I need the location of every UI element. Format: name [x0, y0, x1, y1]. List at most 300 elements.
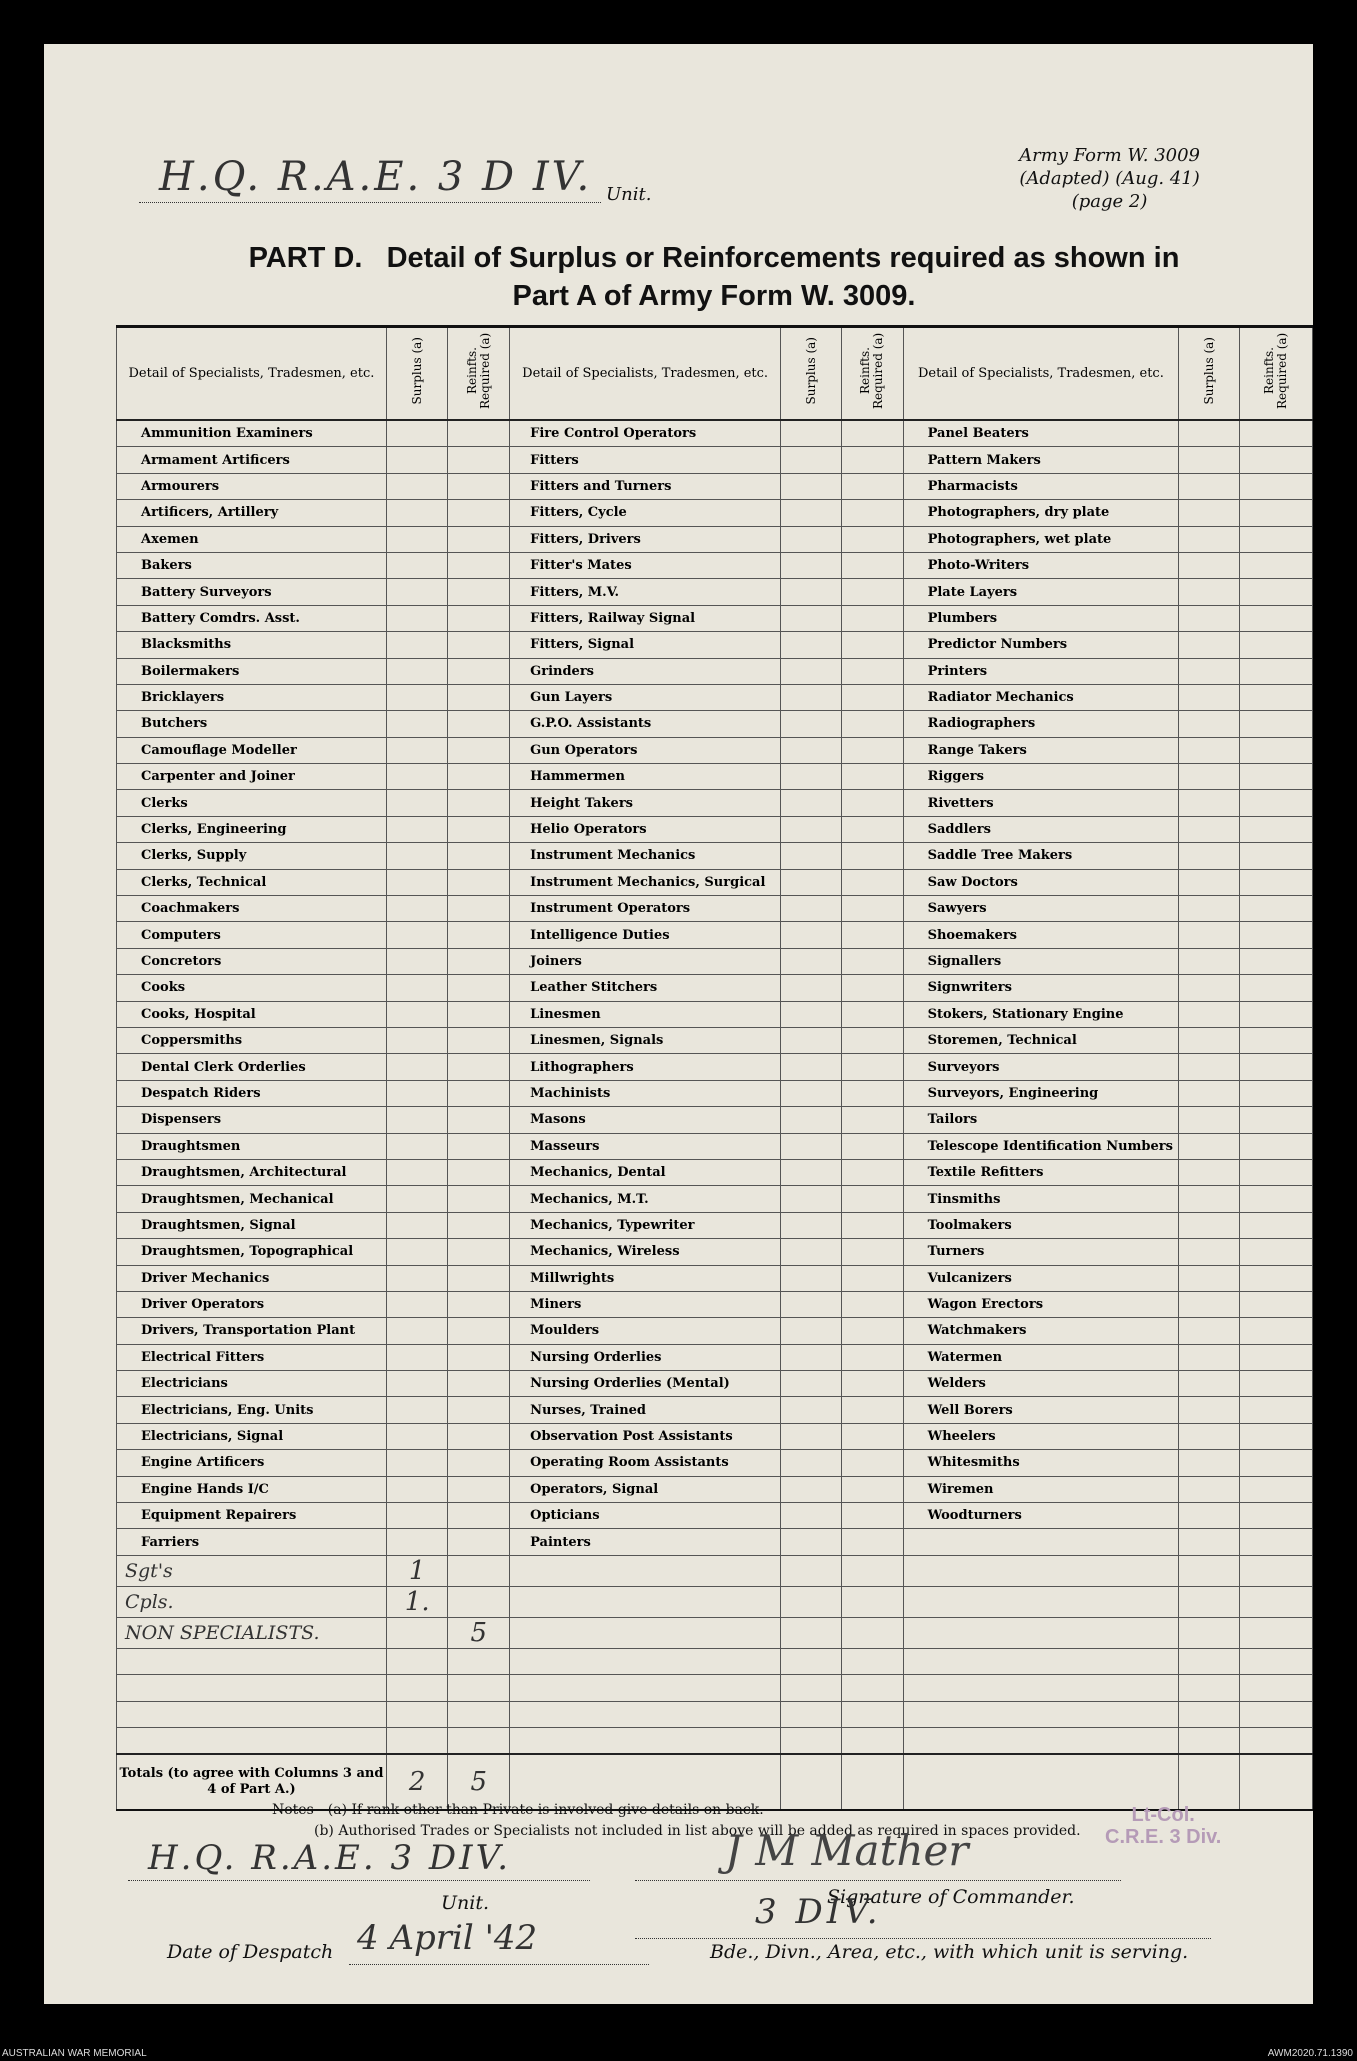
reinf-cell [448, 500, 510, 526]
reinf-cell [448, 1727, 510, 1754]
surplus-cell [1179, 447, 1240, 473]
trade-name: Joiners [510, 948, 781, 974]
surplus-cell [1179, 605, 1240, 631]
reinf-cell [841, 1080, 903, 1106]
added-trade [117, 1701, 387, 1727]
reinf-cell [841, 1318, 903, 1344]
form-ref-line: (Adapted) (Aug. 41) [1019, 168, 1200, 189]
empty-cell [1179, 1648, 1240, 1674]
reinf-cell [841, 1476, 903, 1502]
table-row [117, 1186, 1313, 1212]
trade-name: Boilermakers [117, 658, 387, 684]
reinf-cell [1240, 1080, 1313, 1106]
table-row [117, 1397, 1313, 1423]
surplus-cell [386, 1107, 448, 1133]
bde-line [635, 1892, 1211, 1939]
reinf-cell [841, 869, 903, 895]
empty-cell [1240, 1648, 1313, 1674]
trade-name: Linesmen [510, 1001, 781, 1027]
table-row [117, 1318, 1313, 1344]
trade-name: Armourers [117, 473, 387, 499]
reinf-cell [841, 658, 903, 684]
surplus-cell [781, 1476, 842, 1502]
trade-name: Predictor Numbers [903, 632, 1179, 658]
trade-name: Nurses, Trained [510, 1397, 781, 1423]
reinf-cell [448, 473, 510, 499]
surplus-cell [1179, 1318, 1240, 1344]
reinf-cell [841, 1265, 903, 1291]
reinf-cell [448, 948, 510, 974]
empty-cell [1240, 1555, 1313, 1586]
surplus-cell [1179, 1133, 1240, 1159]
trade-name: Miners [510, 1291, 781, 1317]
surplus-cell [781, 1027, 842, 1053]
trade-name: Operators, Signal [510, 1476, 781, 1502]
trade-name: Opticians [510, 1503, 781, 1529]
reinf-cell [1240, 1344, 1313, 1370]
empty-cell [1179, 1727, 1240, 1754]
surplus-cell [781, 1054, 842, 1080]
reinf-cell [448, 1212, 510, 1238]
trade-name: Fitter's Mates [510, 552, 781, 578]
trade-name: Hammermen [510, 764, 781, 790]
table-row [117, 658, 1313, 684]
surplus-cell [1179, 658, 1240, 684]
empty-cell [841, 1555, 903, 1586]
surplus-cell [386, 790, 448, 816]
empty-cell [903, 1555, 1179, 1586]
trade-name: Photo-Writers [903, 552, 1179, 578]
surplus-cell [1179, 1080, 1240, 1106]
surplus-cell [386, 684, 448, 710]
surplus-cell [1179, 1054, 1240, 1080]
reinf-cell [448, 420, 510, 447]
trade-name: Saddlers [903, 816, 1179, 842]
surplus-cell [386, 1027, 448, 1053]
surplus-cell [781, 1318, 842, 1344]
surplus-cell [1179, 816, 1240, 842]
reinf-cell [841, 1423, 903, 1449]
surplus-cell [781, 922, 842, 948]
reinf-cell [1240, 843, 1313, 869]
table-row [117, 1239, 1313, 1265]
empty-cell [1240, 1675, 1313, 1701]
reinf-cell [448, 1080, 510, 1106]
unit-line-bottom [128, 1840, 590, 1881]
empty-cell [510, 1648, 781, 1674]
reinf-cell [1240, 1423, 1313, 1449]
surplus-cell [781, 1186, 842, 1212]
trade-name: Plumbers [903, 605, 1179, 631]
surplus-cell [386, 1291, 448, 1317]
trade-name: Fire Control Operators [510, 420, 781, 447]
added-trade [117, 1727, 387, 1754]
trade-name: Radiographers [903, 711, 1179, 737]
trade-name: Drivers, Transportation Plant [117, 1318, 387, 1344]
table-row [117, 1476, 1313, 1502]
surplus-cell [781, 1529, 842, 1555]
reinf-cell [841, 975, 903, 1001]
trade-name: Mechanics, Typewriter [510, 1212, 781, 1238]
surplus-cell [781, 737, 842, 763]
table-row [117, 1027, 1313, 1053]
empty-cell [510, 1555, 781, 1586]
trade-name: Signallers [903, 948, 1179, 974]
reinf-cell [1240, 737, 1313, 763]
surplus-cell [1179, 500, 1240, 526]
trade-name: Electricians, Signal [117, 1423, 387, 1449]
empty-cell [1179, 1586, 1240, 1617]
surplus-cell [386, 552, 448, 578]
despatch-value: 4 April '42 [357, 1918, 538, 1958]
empty-cell [1240, 1617, 1313, 1648]
trade-name: Coppersmiths [117, 1027, 387, 1053]
header-reinf: Reinfts. Required (a) [1240, 327, 1313, 421]
trade-name: Wiremen [903, 1476, 1179, 1502]
reinf-cell [448, 764, 510, 790]
trade-name: Draughtsmen, Architectural [117, 1159, 387, 1185]
trade-name: Mechanics, Dental [510, 1159, 781, 1185]
reinf-cell [841, 1397, 903, 1423]
trade-name: Draughtsmen, Mechanical [117, 1186, 387, 1212]
reinf-cell [1240, 711, 1313, 737]
surplus-cell [781, 764, 842, 790]
trade-name: Saddle Tree Makers [903, 843, 1179, 869]
surplus-cell [781, 579, 842, 605]
reinf-cell [1240, 922, 1313, 948]
reinf-cell [841, 605, 903, 631]
trade-name: Well Borers [903, 1397, 1179, 1423]
surplus-cell [386, 632, 448, 658]
trade-name [903, 1529, 1179, 1555]
reinf-cell [841, 579, 903, 605]
trade-name: Driver Mechanics [117, 1265, 387, 1291]
surplus-cell [781, 1291, 842, 1317]
trade-name: Shoemakers [903, 922, 1179, 948]
blank-row [117, 1701, 1313, 1727]
trade-name: Pharmacists [903, 473, 1179, 499]
reinf-cell [1240, 869, 1313, 895]
added-trade: NON SPECIALISTS. [117, 1617, 387, 1648]
added-trade [117, 1648, 387, 1674]
trade-name: Machinists [510, 1080, 781, 1106]
trade-name: Millwrights [510, 1265, 781, 1291]
header-surplus: Surplus (a) [1179, 327, 1240, 421]
form-reference [1019, 144, 1200, 213]
trade-name: Equipment Repairers [117, 1503, 387, 1529]
reinf-cell [448, 605, 510, 631]
reinf-cell [448, 790, 510, 816]
trade-name: Ammunition Examiners [117, 420, 387, 447]
empty-cell [1179, 1701, 1240, 1727]
unit-label-top: Unit. [606, 184, 652, 205]
reinf-cell [1240, 1503, 1313, 1529]
trade-name: Stokers, Stationary Engine [903, 1001, 1179, 1027]
reinf-cell [448, 552, 510, 578]
reinf-cell [841, 896, 903, 922]
surplus-cell [781, 1080, 842, 1106]
reinf-cell [841, 1503, 903, 1529]
surplus-cell [1179, 922, 1240, 948]
table-row [117, 473, 1313, 499]
surplus-cell [386, 1529, 448, 1555]
reinf-cell [448, 1027, 510, 1053]
reinf-cell [1240, 948, 1313, 974]
archive-id: AWM2020.71.1390 [1267, 2048, 1353, 2059]
empty-cell [510, 1701, 781, 1727]
empty-cell [1179, 1555, 1240, 1586]
totals-label: Totals (to agree with Columns 3 and 4 of Part A.) [117, 1754, 387, 1810]
trade-name: Telescope Identification Numbers [903, 1133, 1179, 1159]
reinf-cell [841, 1027, 903, 1053]
reinf-cell [448, 869, 510, 895]
table-row [117, 1529, 1313, 1555]
reinf-cell [1240, 816, 1313, 842]
reinf-cell [448, 447, 510, 473]
trade-name: Cooks [117, 975, 387, 1001]
surplus-cell [1179, 684, 1240, 710]
trades-table [116, 325, 1313, 1811]
reinf-cell [841, 1529, 903, 1555]
surplus-cell [386, 500, 448, 526]
surplus-cell [386, 658, 448, 684]
surplus-cell [781, 420, 842, 447]
trade-name: Armament Artificers [117, 447, 387, 473]
table-row [117, 1080, 1313, 1106]
empty-cell [841, 1617, 903, 1648]
surplus-cell [386, 1727, 448, 1754]
table-row [117, 711, 1313, 737]
table-row [117, 922, 1313, 948]
reinf-cell [1240, 790, 1313, 816]
reinf-cell [448, 579, 510, 605]
blank-row [117, 1675, 1313, 1701]
surplus-cell [781, 1423, 842, 1449]
surplus-cell [386, 1423, 448, 1449]
surplus-cell [781, 896, 842, 922]
trade-name: G.P.O. Assistants [510, 711, 781, 737]
surplus-cell [781, 1344, 842, 1370]
reinf-cell [448, 1648, 510, 1674]
blank-row [117, 1617, 1313, 1648]
unit-label-bottom: Unit. [441, 1892, 490, 1914]
surplus-cell [781, 473, 842, 499]
trade-name: Fitters, Cycle [510, 500, 781, 526]
reinf-cell [841, 948, 903, 974]
blank-row [117, 1586, 1313, 1617]
surplus-cell [386, 473, 448, 499]
trade-name: Lithographers [510, 1054, 781, 1080]
empty-cell [510, 1727, 781, 1754]
trade-name: Radiator Mechanics [903, 684, 1179, 710]
table-row [117, 605, 1313, 631]
table-row [117, 1133, 1313, 1159]
empty-cell [841, 1586, 903, 1617]
surplus-cell [781, 447, 842, 473]
reinf-cell [841, 552, 903, 578]
surplus-cell [1179, 843, 1240, 869]
reinf-cell [841, 1159, 903, 1185]
title-line-1: PART D. Detail of Surplus or Reinforcements required as shown in [248, 242, 1180, 274]
reinf-cell [448, 1054, 510, 1080]
surplus-cell [386, 816, 448, 842]
commander-stamp [1105, 1804, 1221, 1848]
trade-name: Linesmen, Signals [510, 1027, 781, 1053]
table-row [117, 1265, 1313, 1291]
table-row [117, 896, 1313, 922]
added-trade: Cpls. [117, 1586, 387, 1617]
table-row [117, 1423, 1313, 1449]
reinf-cell [448, 1701, 510, 1727]
surplus-cell [386, 1212, 448, 1238]
blank-row [117, 1727, 1313, 1754]
trade-name: Instrument Mechanics, Surgical [510, 869, 781, 895]
totals-reinf: 5 [448, 1754, 510, 1810]
trade-name: Watermen [903, 1344, 1179, 1370]
surplus-cell [1179, 420, 1240, 447]
trade-name: Clerks, Supply [117, 843, 387, 869]
surplus-cell [781, 843, 842, 869]
surplus-cell [386, 975, 448, 1001]
surplus-cell [1179, 1186, 1240, 1212]
reinf-cell: 5 [448, 1617, 510, 1648]
surplus-cell [386, 869, 448, 895]
empty-cell [1240, 1586, 1313, 1617]
reinf-cell [841, 684, 903, 710]
reinf-cell [448, 1001, 510, 1027]
surplus-cell [1179, 1476, 1240, 1502]
reinf-cell [841, 711, 903, 737]
trade-name: Range Takers [903, 737, 1179, 763]
empty-cell [841, 1701, 903, 1727]
despatch-label: Date of Despatch [167, 1941, 334, 1963]
reinf-cell [841, 526, 903, 552]
reinf-cell [448, 1159, 510, 1185]
trade-name: Artificers, Artillery [117, 500, 387, 526]
surplus-cell [1179, 579, 1240, 605]
bde-value: 3 DIV. [755, 1892, 882, 1932]
surplus-cell [1179, 790, 1240, 816]
table-header-row [117, 327, 1313, 421]
trade-name: Turners [903, 1239, 1179, 1265]
header-trades: Detail of Specialists, Tradesmen, etc. [903, 327, 1179, 421]
header-reinf: Reinfts. Required (a) [841, 327, 903, 421]
surplus-cell [386, 764, 448, 790]
surplus-cell [386, 526, 448, 552]
reinf-cell [1240, 658, 1313, 684]
trade-name: Plate Layers [903, 579, 1179, 605]
trade-name: Driver Operators [117, 1291, 387, 1317]
empty-cell [781, 1701, 842, 1727]
surplus-cell [386, 1186, 448, 1212]
reinf-cell [1240, 1318, 1313, 1344]
trade-name: Fitters [510, 447, 781, 473]
surplus-cell [781, 1133, 842, 1159]
reinf-cell [448, 1133, 510, 1159]
surplus-cell [1179, 1503, 1240, 1529]
surplus-cell [386, 1617, 448, 1648]
empty-cell [781, 1555, 842, 1586]
stamp-line-2: C.R.E. 3 Div. [1105, 1826, 1222, 1848]
surplus-cell [1179, 896, 1240, 922]
added-trade: Sgt's [117, 1555, 387, 1586]
trade-name: Woodturners [903, 1503, 1179, 1529]
empty-cell [841, 1675, 903, 1701]
trade-name: Photographers, dry plate [903, 500, 1179, 526]
trade-name: Clerks, Engineering [117, 816, 387, 842]
reinf-cell [1240, 1159, 1313, 1185]
surplus-cell [1179, 1397, 1240, 1423]
empty-cell [781, 1648, 842, 1674]
trade-name: Nursing Orderlies [510, 1344, 781, 1370]
trade-name: Blacksmiths [117, 632, 387, 658]
reinf-cell [1240, 632, 1313, 658]
surplus-cell [386, 1001, 448, 1027]
surplus-cell [1179, 1291, 1240, 1317]
surplus-cell [781, 500, 842, 526]
surplus-cell [1179, 737, 1240, 763]
form-title [144, 239, 1284, 315]
reinf-cell [1240, 1133, 1313, 1159]
trade-name: Instrument Operators [510, 896, 781, 922]
note-a: Notes—(a) If rank other than Private is involved give details on back. [272, 1802, 764, 1818]
blank-row [117, 1648, 1313, 1674]
surplus-cell [1179, 1344, 1240, 1370]
trade-name: Farriers [117, 1529, 387, 1555]
table-row [117, 1159, 1313, 1185]
surplus-cell [781, 526, 842, 552]
surplus-cell [781, 711, 842, 737]
trade-name: Draughtsmen [117, 1133, 387, 1159]
reinf-cell [841, 1107, 903, 1133]
reinf-cell [1240, 1476, 1313, 1502]
reinf-cell [448, 1675, 510, 1701]
reinf-cell [1240, 1186, 1313, 1212]
surplus-cell [781, 1159, 842, 1185]
trade-name: Coachmakers [117, 896, 387, 922]
trade-name: Fitters, Drivers [510, 526, 781, 552]
table-row [117, 552, 1313, 578]
form-ref-line: Army Form W. 3009 [1019, 145, 1200, 166]
surplus-cell [1179, 764, 1240, 790]
reinf-cell [448, 684, 510, 710]
signature-value: J M Mather [725, 1826, 969, 1875]
surplus-cell [1179, 1529, 1240, 1555]
trade-name: Moulders [510, 1318, 781, 1344]
trade-name: Dental Clerk Orderlies [117, 1054, 387, 1080]
trade-name: Instrument Mechanics [510, 843, 781, 869]
surplus-cell [1179, 1371, 1240, 1397]
reinf-cell [841, 1054, 903, 1080]
table-row [117, 1054, 1313, 1080]
reinf-cell [841, 816, 903, 842]
trade-name: Bakers [117, 552, 387, 578]
unit-line-top [139, 154, 601, 203]
trade-name: Vulcanizers [903, 1265, 1179, 1291]
trade-name: Observation Post Assistants [510, 1423, 781, 1449]
trade-name: Gun Operators [510, 737, 781, 763]
empty-cell [1179, 1754, 1240, 1810]
reinf-cell [1240, 605, 1313, 631]
surplus-cell [781, 1371, 842, 1397]
trade-name: Electrical Fitters [117, 1344, 387, 1370]
trade-name: Masons [510, 1107, 781, 1133]
reinf-cell [448, 896, 510, 922]
reinf-cell [841, 922, 903, 948]
reinf-cell [841, 764, 903, 790]
reinf-cell [1240, 684, 1313, 710]
signature-label: Signature of Commander. [827, 1886, 1075, 1908]
